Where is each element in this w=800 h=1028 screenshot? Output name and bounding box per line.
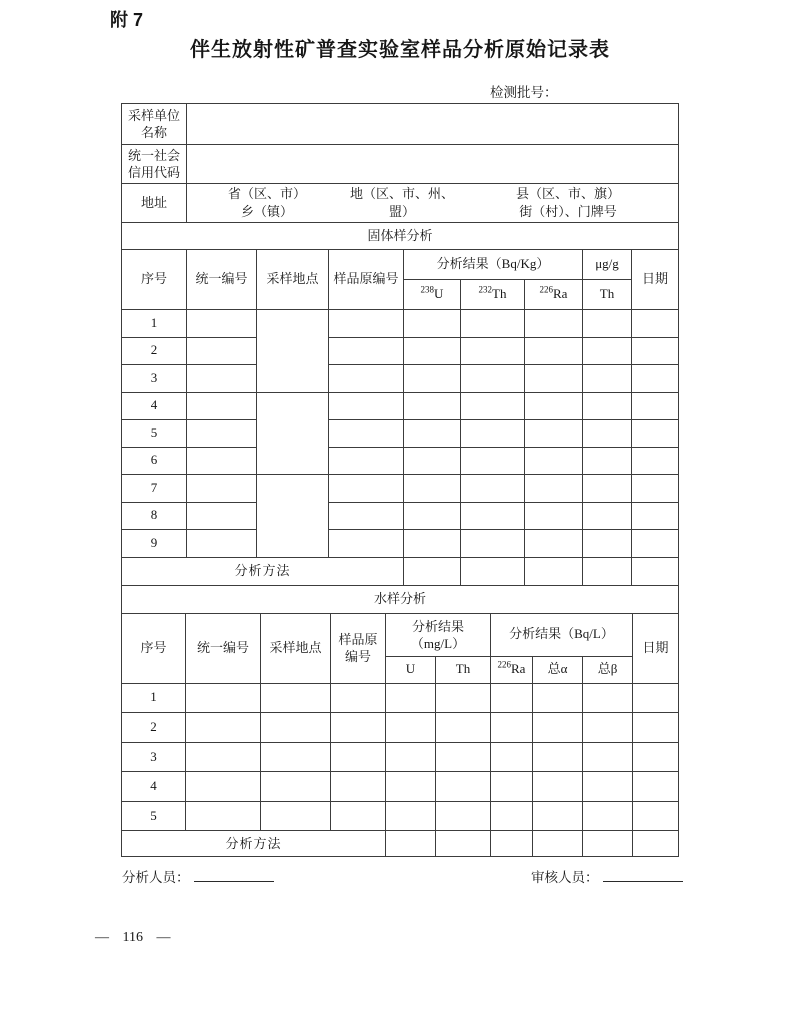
reviewer-signature	[531, 866, 683, 886]
data-cell	[632, 530, 679, 558]
data-cell	[533, 772, 583, 802]
data-cell	[633, 683, 679, 713]
data-cell	[331, 772, 386, 802]
water-row-5	[122, 801, 679, 831]
seq-cell: 4	[122, 392, 187, 420]
data-cell	[461, 337, 525, 365]
data-cell	[404, 530, 461, 558]
data-cell	[187, 310, 257, 338]
seq-cell: 1	[122, 310, 187, 338]
gross-beta-label: 总β	[597, 661, 618, 677]
data-cell	[187, 502, 257, 530]
analyst-blank-line	[194, 868, 274, 882]
data-cell	[261, 683, 331, 713]
data-cell	[404, 447, 461, 475]
attachment-label: 附 7	[110, 10, 144, 30]
solid-row-1	[122, 310, 679, 338]
data-cell	[329, 365, 404, 393]
solid-col-u238	[404, 280, 461, 310]
data-cell	[461, 310, 525, 338]
data-cell	[525, 310, 583, 338]
credit-code-row	[122, 145, 679, 184]
data-cell	[491, 683, 533, 713]
data-cell	[404, 337, 461, 365]
isotope-mass: 226	[539, 284, 554, 295]
water-col-location: 采样地点	[261, 613, 331, 683]
data-cell	[386, 713, 436, 743]
data-cell	[186, 772, 261, 802]
sampling-unit-value-cell	[187, 104, 679, 145]
seq-cell: 3	[122, 742, 186, 772]
water-col-unified-no: 统一编号	[186, 613, 261, 683]
data-cell	[187, 475, 257, 503]
data-cell	[187, 530, 257, 558]
data-cell	[331, 713, 386, 743]
address-province: 省（区、市）	[227, 186, 306, 201]
seq-cell: 3	[122, 365, 187, 393]
data-cell	[583, 772, 633, 802]
data-cell	[261, 801, 331, 831]
data-cell	[583, 713, 633, 743]
water-row-1	[122, 683, 679, 713]
data-cell	[583, 683, 633, 713]
water-method-label: 分析方法	[122, 831, 386, 857]
data-cell	[461, 420, 525, 448]
data-cell	[329, 420, 404, 448]
data-cell	[491, 801, 533, 831]
method-cell	[632, 557, 679, 585]
data-cell	[525, 530, 583, 558]
method-cell	[533, 831, 583, 857]
solid-row-7	[122, 475, 679, 503]
page-number: — 116 —	[95, 930, 171, 945]
data-cell	[404, 475, 461, 503]
data-cell	[525, 447, 583, 475]
method-cell	[436, 831, 491, 857]
data-cell	[632, 310, 679, 338]
data-cell	[404, 310, 461, 338]
solid-analysis-table	[121, 222, 679, 586]
solid-col-location: 采样地点	[257, 250, 329, 310]
data-cell	[329, 392, 404, 420]
data-cell	[525, 392, 583, 420]
label-line: 样品原	[338, 632, 378, 647]
data-cell	[186, 742, 261, 772]
data-cell	[187, 365, 257, 393]
seq-cell: 9	[122, 530, 187, 558]
solid-col-th232	[461, 280, 525, 310]
method-cell	[386, 831, 436, 857]
data-cell	[583, 420, 632, 448]
data-cell	[491, 713, 533, 743]
data-cell	[404, 502, 461, 530]
data-cell	[583, 530, 632, 558]
isotope-mass: 238	[420, 284, 435, 295]
address-street: 街（村）、门牌号	[519, 204, 617, 219]
method-cell	[404, 557, 461, 585]
data-cell	[329, 310, 404, 338]
data-cell	[386, 742, 436, 772]
data-cell	[583, 475, 632, 503]
data-cell	[533, 713, 583, 743]
sampling-unit-row	[122, 104, 679, 145]
data-cell	[436, 713, 491, 743]
data-cell	[632, 420, 679, 448]
data-cell	[525, 365, 583, 393]
solid-section-band	[122, 223, 679, 250]
analyst-label: 分析人员：	[122, 870, 190, 885]
water-row-2	[122, 713, 679, 743]
data-cell	[187, 420, 257, 448]
data-cell	[329, 502, 404, 530]
solid-row-5	[122, 420, 679, 448]
water-header-row-1	[122, 613, 679, 656]
seq-cell: 2	[122, 713, 186, 743]
label-line: 信用代码	[127, 165, 180, 180]
water-col-result-bq-group: 分析结果（Bq/L）	[491, 613, 633, 656]
data-cell	[583, 801, 633, 831]
isotope-symbol: U	[434, 286, 444, 302]
data-cell	[632, 365, 679, 393]
data-cell	[187, 447, 257, 475]
water-section-title: 水样分析	[122, 585, 679, 613]
data-cell	[583, 310, 632, 338]
address-county-col	[457, 185, 679, 221]
water-col-th: Th	[436, 656, 491, 683]
data-cell	[404, 365, 461, 393]
batch-number-label: 检测批号：	[490, 85, 558, 100]
page-title: 伴生放射性矿普查实验室样品分析原始记录表	[190, 39, 610, 61]
data-cell	[632, 337, 679, 365]
address-prefecture: 地（区、市、州、盟）	[349, 186, 454, 219]
sampling-unit-label	[122, 104, 187, 145]
water-section-band	[122, 585, 679, 613]
water-col-u: U	[386, 656, 436, 683]
data-cell	[461, 447, 525, 475]
water-col-result-mg-group	[386, 613, 491, 656]
address-prefecture-col	[347, 185, 457, 221]
data-cell	[329, 337, 404, 365]
seq-cell: 2	[122, 337, 187, 365]
label-line: （mg/L）	[410, 635, 466, 651]
isotope-symbol: Ra	[553, 286, 568, 302]
data-cell	[186, 683, 261, 713]
address-township: 乡（镇）	[240, 204, 293, 219]
label-line: 统一社会	[127, 148, 180, 163]
data-cell	[533, 683, 583, 713]
data-cell	[461, 530, 525, 558]
solid-row-4	[122, 392, 679, 420]
solid-method-row	[122, 557, 679, 585]
reviewer-label: 审核人员：	[531, 870, 599, 885]
water-col-seq: 序号	[122, 613, 186, 683]
isotope-mass: 232	[478, 284, 493, 295]
gross-alpha-label: 总α	[547, 661, 568, 677]
location-cell	[257, 310, 329, 393]
address-label: 地址	[122, 184, 187, 223]
solid-col-ugg: μg/g	[583, 250, 632, 280]
data-cell	[186, 801, 261, 831]
data-cell	[461, 502, 525, 530]
solid-col-ra226	[525, 280, 583, 310]
data-cell	[186, 713, 261, 743]
isotope-symbol: Ra	[511, 661, 526, 677]
reviewer-blank-line	[603, 868, 683, 882]
data-cell	[491, 742, 533, 772]
data-cell	[583, 447, 632, 475]
method-cell	[583, 831, 633, 857]
data-cell	[331, 742, 386, 772]
seq-cell: 4	[122, 772, 186, 802]
address-value-cell	[187, 184, 679, 223]
data-cell	[633, 713, 679, 743]
data-cell	[461, 392, 525, 420]
method-cell	[461, 557, 525, 585]
form-tables	[121, 103, 678, 857]
data-cell	[525, 337, 583, 365]
data-cell	[525, 475, 583, 503]
data-cell	[583, 337, 632, 365]
solid-col-result-group: 分析结果（Bq/Kg）	[404, 250, 583, 280]
data-cell	[633, 801, 679, 831]
data-cell	[533, 742, 583, 772]
water-row-3	[122, 742, 679, 772]
water-row-4	[122, 772, 679, 802]
data-cell	[436, 683, 491, 713]
data-cell	[461, 475, 525, 503]
method-cell	[525, 557, 583, 585]
label-line: 采样单位	[127, 108, 180, 123]
seq-cell: 5	[122, 420, 187, 448]
seq-cell: 1	[122, 683, 186, 713]
data-cell	[436, 742, 491, 772]
seq-cell: 7	[122, 475, 187, 503]
address-options	[187, 185, 679, 221]
location-cell	[257, 475, 329, 558]
data-cell	[525, 420, 583, 448]
label-line: 名称	[140, 125, 167, 140]
data-cell	[386, 772, 436, 802]
water-col-gross-beta	[583, 656, 633, 683]
seq-cell: 5	[122, 801, 186, 831]
data-cell	[633, 772, 679, 802]
solid-row-9	[122, 530, 679, 558]
label-line: 编号	[344, 649, 371, 664]
label-line: 分析结果	[411, 618, 464, 634]
water-col-gross-alpha	[533, 656, 583, 683]
solid-row-3	[122, 365, 679, 393]
data-cell	[525, 502, 583, 530]
credit-code-label	[122, 145, 187, 184]
data-cell	[386, 801, 436, 831]
solid-col-ugg-sub: Th	[583, 280, 632, 310]
solid-col-seq: 序号	[122, 250, 187, 310]
data-cell	[386, 683, 436, 713]
data-cell	[533, 801, 583, 831]
method-cell	[491, 831, 533, 857]
data-cell	[632, 392, 679, 420]
solid-section-title: 固体样分析	[122, 223, 679, 250]
water-analysis-table	[121, 585, 679, 858]
solid-col-unified-no: 统一编号	[187, 250, 257, 310]
water-col-date: 日期	[633, 613, 679, 683]
data-cell	[583, 365, 632, 393]
data-cell	[632, 475, 679, 503]
data-cell	[331, 801, 386, 831]
data-cell	[329, 447, 404, 475]
water-col-ra226	[491, 656, 533, 683]
solid-col-date: 日期	[632, 250, 679, 310]
data-cell	[404, 392, 461, 420]
method-cell	[583, 557, 632, 585]
data-cell	[632, 502, 679, 530]
data-cell	[404, 420, 461, 448]
data-cell	[329, 530, 404, 558]
solid-header-row-1	[122, 250, 679, 280]
data-cell	[436, 772, 491, 802]
data-cell	[461, 365, 525, 393]
solid-col-sample-no: 样品原编号	[329, 250, 404, 310]
data-cell	[583, 502, 632, 530]
location-cell	[257, 392, 329, 475]
data-cell	[583, 392, 632, 420]
seq-cell: 6	[122, 447, 187, 475]
isotope-symbol: Th	[492, 286, 507, 302]
data-cell	[261, 742, 331, 772]
data-cell	[331, 683, 386, 713]
analyst-signature	[122, 866, 274, 886]
data-cell	[261, 713, 331, 743]
data-cell	[187, 392, 257, 420]
data-cell	[329, 475, 404, 503]
data-cell	[583, 742, 633, 772]
address-row	[122, 184, 679, 223]
address-province-col	[187, 185, 347, 221]
data-cell	[633, 742, 679, 772]
solid-row-6	[122, 447, 679, 475]
water-col-sample-no	[331, 613, 386, 683]
solid-row-2	[122, 337, 679, 365]
credit-code-value-cell	[187, 145, 679, 184]
water-method-row	[122, 831, 679, 857]
data-cell	[436, 801, 491, 831]
method-cell	[633, 831, 679, 857]
solid-row-8	[122, 502, 679, 530]
data-cell	[491, 772, 533, 802]
data-cell	[187, 337, 257, 365]
data-cell	[261, 772, 331, 802]
data-cell	[632, 447, 679, 475]
isotope-mass: 226	[497, 659, 512, 670]
info-table	[121, 103, 679, 223]
address-county: 县（区、市、旗）	[515, 186, 620, 201]
solid-method-label: 分析方法	[122, 557, 404, 585]
seq-cell: 8	[122, 502, 187, 530]
